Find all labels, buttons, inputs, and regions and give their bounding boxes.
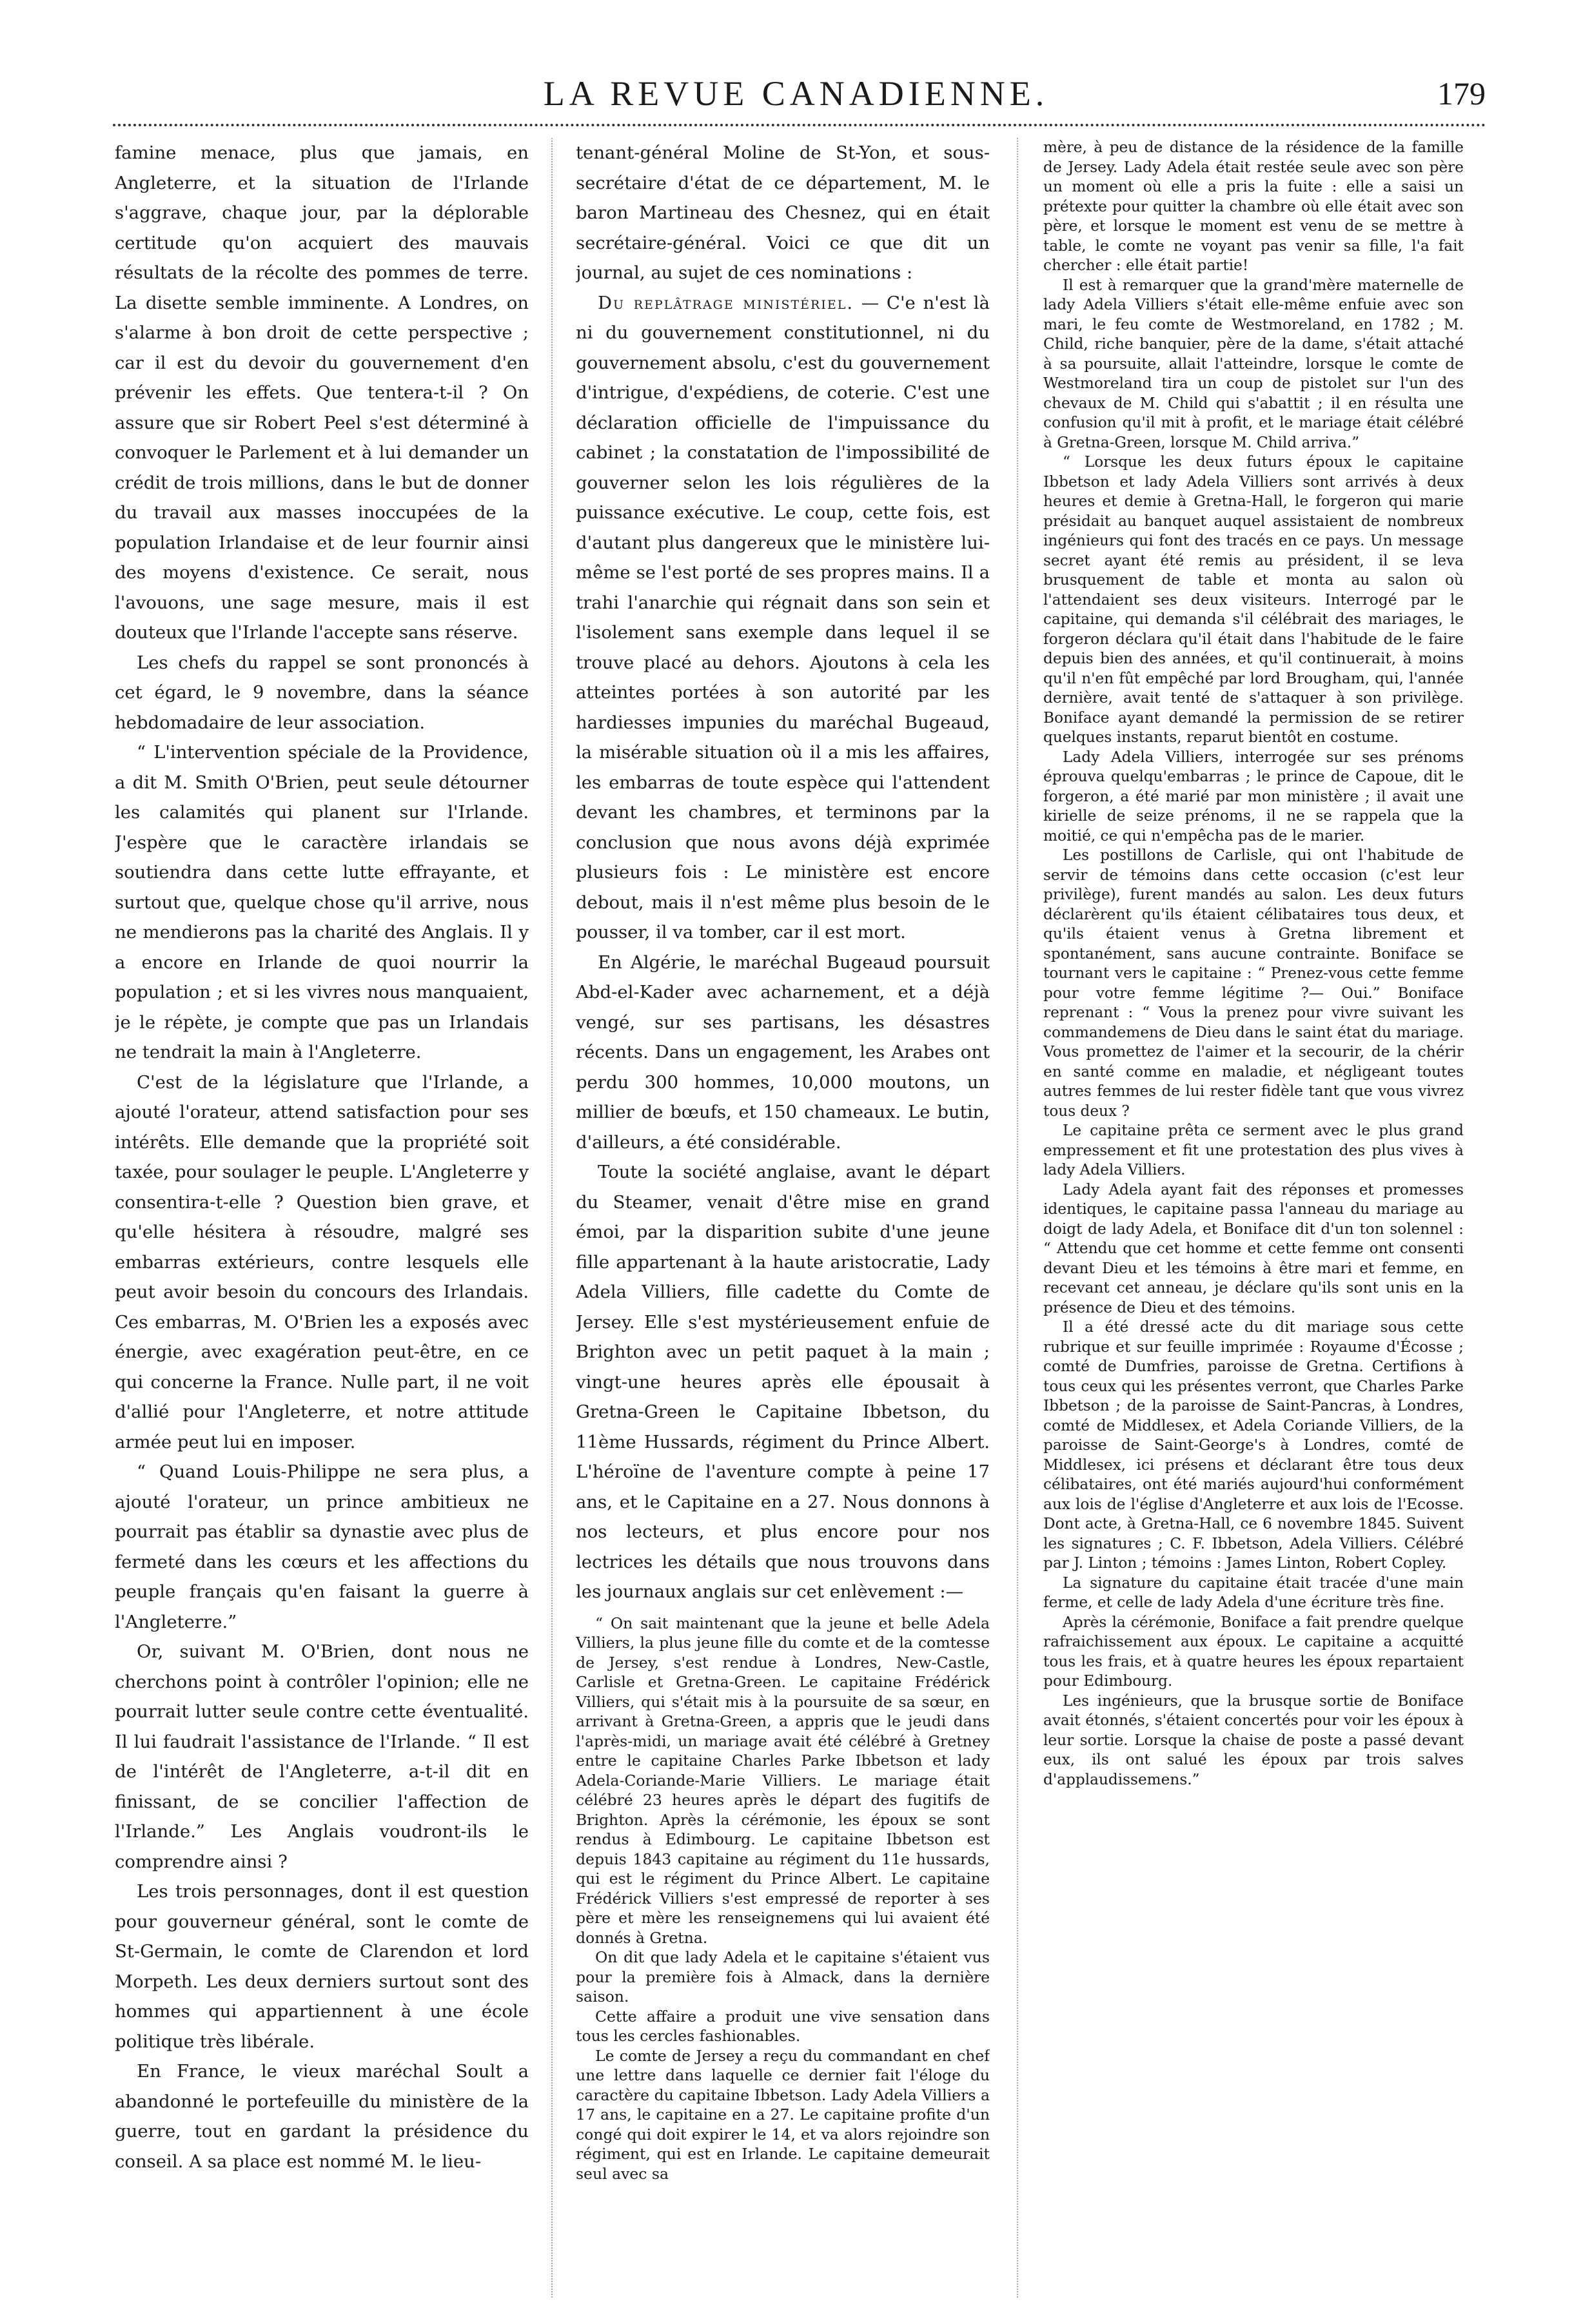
page-number: 179 [1437,75,1486,112]
paragraph: Les chefs du rappel se sont prononcés à cet égard, le 9 novembre, dans la séance hebdomadaire de leur association. [115,652,529,733]
column-middle [576,138,990,2298]
small-paragraph: La signature du capitaine était tracée d'une main ferme, et celle de lady Adela d'une écriture très fine. [1043,1574,1464,1611]
paragraph: tenant-général Moline de St-Yon, et sous-secrétaire d'état de ce département, M. le baron Martineau des Chesnez, qui en était secrétaire-général. Voici ce que dit un journal, au sujet de ces nominations : [576,142,990,283]
small-paragraph: Les ingénieurs, que la brusque sortie de Boniface avait étonnés, s'étaient concertés pour voir les époux à leur sortie. Lorsque la chaise de poste a passé devant eux, ils ont salué les époux par trois salves d'applaudissemens.” [1043,1692,1464,1788]
column-divider [551,138,553,2298]
paragraph: C'est de la législature que l'Irlande, a ajouté l'orateur, attend satisfaction pour ses intérêts. Elle demande que la propriété soit taxée, pour soulager le peuple. L'Angleterre y consentira-t-elle ? Question bien grave, et qu'elle hésitera à résoudre, malgré ses embarras extérieurs, contre lesquels elle peut avoir besoin du concours des Irlandais. Ces embarras, M. O'Brien les a exposés avec énergie, avec exagération peut-être, en ce qui concerne la France. Nulle part, il ne voit d'allié pour l'Angleterre, et notre attitude armée peut lui en imposer. [115,1071,529,1452]
small-paragraph: Il est à remarquer que la grand'mère maternelle de lady Adela Villiers s'était elle-même enfuie avec son mari, le feu comte de Westmoreland, en 1782 ; M. Child, riche banquier, père de la dame, s'était attaché à sa poursuite, allait l'atteindre, lorsque le comte de Westmoreland tira un coup de pistolet sur l'un des chevaux de M. Child qui s'abattit ; il en résulta une confusion qu'il mit à profit, et le mariage était célébré à Gretna-Green, lorsque M. Child arriva.” [1043,276,1464,451]
small-paragraph: Le comte de Jersey a reçu du commandant en chef une lettre dans laquelle ce dernier fait l'éloge du caractère du capitaine Ibbetson. Lady Adela Villiers a 17 ans, le capitaine en a 27. Le capitaine profite d'un congé qui doit expirer le 14, et va alors rejoindre son régiment, qui est en Irlande. Le capitaine demeurait seul avec sa [576,2046,990,2183]
paragraph: famine menace, plus que jamais, en Angleterre, et la situation de l'Irlande s'aggrave, chaque jour, par la déplorable certitude qu'on acquiert des mauvais résultats de la récolte des pommes de terre. La disette semble imminente. A Londres, on s'alarme à bon droit de cette perspective ; car il est du devoir du gouvernement d'en prévenir les effets. Que tentera-t-il ? On assure que sir Robert Peel s'est déterminé à convoquer le Parlement et à lui demander un crédit de trois millions, dans le but de donner du travail aux masses inoccupées de la population Irlandaise et de leur fournir ainsi des moyens d'existence. Ce serait, nous l'avouons, une sage mesure, mais il est douteux que l'Irlande l'accepte sans réserve. [115,142,529,643]
small-paragraph: Les postillons de Carlisle, qui ont l'habitude de servir de témoins dans cette occasion (c'est leur privilège), furent mandés au salon. Les deux futurs déclarèrent qu'ils étaient célibataires tous deux, et qu'ils étaient venus à Gretna librement et spontanément, sans aucune contrainte. Boniface se tournant vers le capitaine : “ Prenez-vous cette femme pour votre femme légitime ?— Oui.” Boniface reprenant : “ Vous la prenez pour vivre suivant les commandemens de Dieu dans le saint état du mariage. Vous promettez de l'aimer et la secourir, de la chérir en santé comme en maladie, et négligeant toutes autres femmes de lui rester fidèle tant que vous vivrez tous deux ? [1043,846,1464,1120]
small-paragraph: Après la cérémonie, Boniface a fait prendre quelque rafraichissement aux époux. Le capitaine a acquitté tous les frais, et à quatre heures les époux repartaient pour Edimbourg. [1043,1613,1464,1690]
column-right [1043,138,1464,2298]
small-paragraph: “ Lorsque les deux futurs époux le capitaine Ibbetson et lady Adela Villiers sont arrivés à deux heures et demie à Gretna-Hall, le forgeron qui marie présidait au banquet auquel assistaient de nombreux ingénieurs qui font des tracés en ce pays. Un message secret ayant été remis au président, il se leva brusquement de table et monta au salon où l'attendaient ses deux visiteurs. Interrogé par le capitaine, qui demanda s'il célébrait des mariages, le forgeron déclara qu'il était dans l'habitude de le faire depuis bien des années, et qu'il continuerait, à moins qu'il n'en fût empêché par lord Brougham, qui, l'année dernière, avait tenté de s'attaquer à son privilège. Boniface ayant demandé la permission de se retirer quelques instants, reparut bientôt en costume. [1043,453,1464,746]
paragraph: “ L'intervention spéciale de la Providence, a dit M. Smith O'Brien, peut seule détourner les calamités qui planent sur l'Irlande. J'espère que le caractère irlandais se soutiendra dans cette lutte effrayante, et surtout que, quelque chose qu'il arrive, nous ne mendierons pas la charité des Anglais. Il y a encore en Irlande de quoi nourrir la population ; et si les vivres nous manquaient, je le répète, je compte que pas un Irlandais ne tendrait la main à l'Angleterre. [115,742,529,1062]
section-heading: Du replâtrage ministériel. [598,292,854,313]
paragraph: Les trois personnages, dont il est question pour gouverneur général, sont le comte de St-Germain, le comte de Clarendon et lord Morpeth. Les deux derniers surtout sont des hommes qui appartiennent à une école politique très libérale. [115,1881,529,2052]
small-paragraph: Lady Adela Villiers, interrogée sur ses prénoms éprouva quelqu'embarras ; le prince de Capoue, dit le forgeron, a été marié par mon ministère ; il avait une kirielle de seize prénoms, il ne se rappela que la moitié, ce qui n'empêcha pas de le marier. [1043,748,1464,845]
page-header [0,0,1592,113]
paragraph: En France, le vieux maréchal Soult a abandonné le portefeuille du ministère de la guerre, tout en gardant la présidence du conseil. A sa place est nommé M. le lieu- [115,2061,529,2172]
paragraph: Or, suivant M. O'Brien, dont nous ne cherchons point à contrôler l'opinion; elle ne pourrait lutter seule contre cette éventualité. Il lui faudrait l'assistance de l'Irlande. “ Il est de l'intérêt de l'Angleterre, a-t-il dit en finissant, de se concilier l'affection de l'Irlande.” Les Anglais voudront-ils le comprendre ainsi ? [115,1641,529,1872]
paragraph: Toute la société anglaise, avant le départ du Steamer, venait d'être mise en grand émoi, par la disparition subite d'une jeune fille appartenant à la haute aristocratie, Lady Adela Villiers, fille cadette du Comte de Jersey. Elle s'est mystérieusement enfuie de Brighton avec un petit paquet à la main ; vingt-une heures après elle épousait à Gretna-Green le Capitaine Ibbetson, du 11ème Hussards, régiment du Prince Albert. L'héroïne de l'aventure compte à peine 17 ans, et le Capitaine en a 27. Nous donnons à nos lecteurs, et plus encore pour nos lectrices les détails que nous trouvons dans les journaux anglais sur cet enlèvement :— [576,1162,990,1602]
small-paragraph: Lady Adela ayant fait des réponses et promesses identiques, le capitaine passa l'anneau du mariage au doigt de lady Adela, et Boniface dit d'un ton solennel : “ Attendu que cet homme et cette femme ont consenti devant Dieu et les témoins à être mari et femme, en recevant cet anneau, je déclare qu'ils sont unis en la présence de Dieu et des témoins. [1043,1180,1464,1316]
small-paragraph: Le capitaine prêta ce serment avec le plus grand empressement et fit une protestation des plus vives à lady Adela Villiers. [1043,1122,1464,1178]
paragraph: En Algérie, le maréchal Bugeaud poursuit Abd-el-Kader avec acharnement, et a déjà vengé, sur ses partisans, les désastres récents. Dans un engagement, les Arabes ont perdu 300 hommes, 10,000 moutons, un millier de bœufs, et 150 chameaux. Le butin, d'ailleurs, a été considérable. [576,952,990,1153]
header-rule [113,124,1486,126]
journal-title: LA REVUE CANADIENNE. [543,74,1049,113]
small-paragraph: On dit que lady Adela et le capitaine s'étaient vus pour la première fois à Almack, dans la dernière saison. [576,1948,990,2006]
paragraph: “ Quand Louis-Philippe ne sera plus, a ajouté l'orateur, un prince ambitieux ne pourrait pas établir sa dynastie avec plus de fermeté dans les cœurs et les affections du peuple français qu'en faisant la guerre à l'Angleterre.” [115,1461,529,1632]
quoted-article: Du replâtrage ministériel. — C'e n'est là ni du gouvernement constitutionnel, ni du gouvernement absolu, c'est du gouvernement d'intrigue, d'expédiens, de coterie. C'est une déclaration officielle de l'impuissance du cabinet ; la constatation de l'impossibilité de gouverner selon les lois régulières de la puissance exécutive. Le coup, cette fois, est d'autant plus dangereux que le ministère lui-même se l'est porté de ses propres mains. Il a trahi l'anarchie qui régnait dans son sein et l'isolement sans exemple dans lequel il se trouve placé au dehors. Ajoutons à cela les atteintes portées à son autorité par les hardiesses impunies du maréchal Bugeaud, la misérable situation où il a mis les affaires, les embarras de toute espèce qui l'attendent devant les chambres, et terminons par la conclusion que nous avons déjà exprimée plusieurs fois : Le ministère est encore debout, mais il n'est même plus besoin de le pousser, il va tomber, car il est mort. [576,292,990,942]
column-left [115,138,529,2298]
small-paragraph: Il a été dressé acte du dit mariage sous cette rubrique et sur feuille imprimée : Royaume d'Écosse ; comté de Dumfries, paroisse de Gretna. Certifions à tous ceux qui les présentes verront, que Charles Parke Ibbetson ; de la paroisse de Saint-Pancras, à Londres, comté de Middlesex, et Adela Coriande Villiers, de la paroisse de Saint-George's à Londres, comté de Middlesex, ici présens et déclarant être tous deux célibataires, ont été mariés aujourd'hui conformément aux lois de l'église d'Angleterre et aux lois de l'Ecosse. Dont acte, à Gretna-Hall, ce 6 novembre 1845. Suivent les signatures ; C. F. Ibbetson, Adela Villiers. Célébré par J. Linton ; témoins : James Linton, Robert Copley. [1043,1318,1464,1572]
small-paragraph: Cette affaire a produit une vive sensation dans tous les cercles fashionables. [576,2007,990,2045]
small-paragraph: mère, à peu de distance de la résidence de la famille de Jersey. Lady Adela était restée seule avec son père un moment où elle a pris la fuite : elle a saisi un prétexte pour quitter la chambre où elle était avec son père, et lorsque le moment est venu de se mettre à table, le comte ne voyant pas venir sa fille, l'a fait chercher : elle était partie! [1043,139,1464,274]
small-paragraph: “ On sait maintenant que la jeune et belle Adela Villiers, la plus jeune fille du comte et de la comtesse de Jersey, s'est rendue à Londres, New-Castle, Carlisle et Gretna-Green. Le capitaine Frédérick Villiers, qui s'était mis à la poursuite de sa sœur, en arrivant à Gretna-Green, a appris que le jeudi dans l'après-midi, un mariage avait été célébré à Gretney entre le capitaine Charles Parke Ibbetson et lady Adela-Coriande-Marie Villiers. Le mariage était célébré 23 heures après le départ des fugitifs de Brighton. Après la cérémonie, les époux se sont rendus à Edimbourg. Le capitaine Ibbetson est depuis 1843 capitaine au régiment du 11e hussards, qui est le régiment du Prince Albert. Le capitaine Frédérick Villiers s'est empressé de reporter à ses père et mère les renseignemens qui lui avaient été donnés à Gretna. [576,1614,990,1947]
column-divider [1017,138,1018,2298]
